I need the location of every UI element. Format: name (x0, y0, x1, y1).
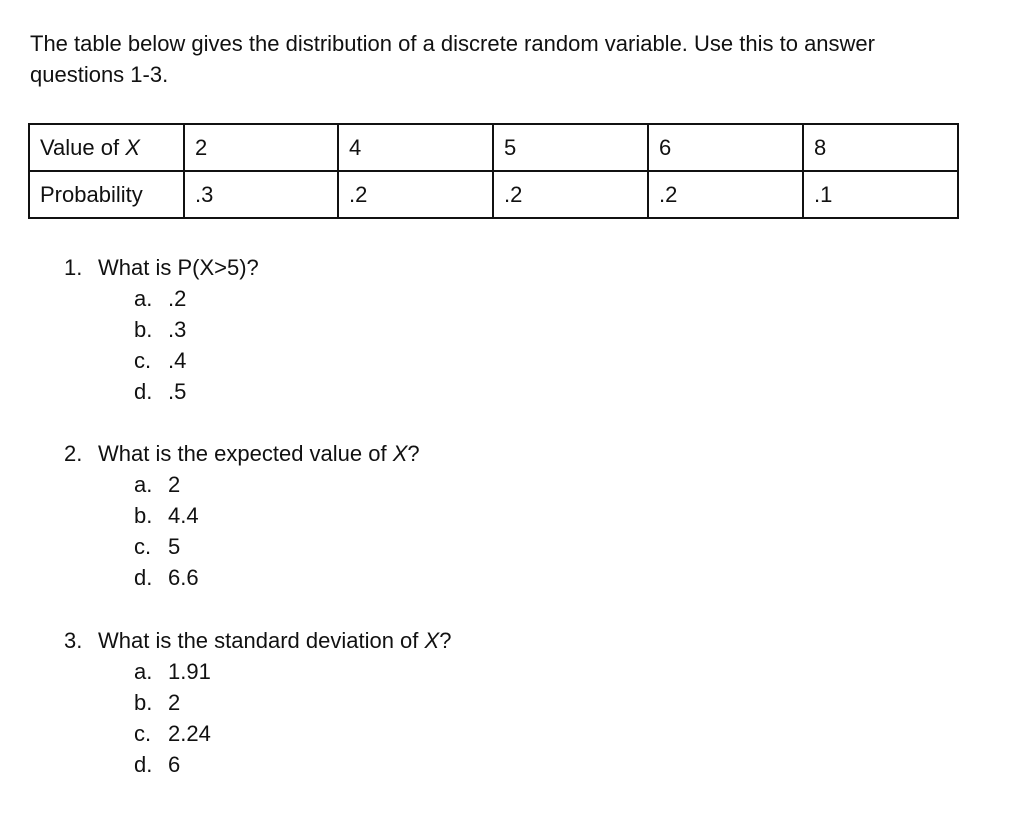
option-text: 2 (168, 472, 181, 497)
question-text: What is the expected value of (98, 441, 393, 466)
option-text: .2 (168, 286, 187, 311)
probability-cell: .2 (493, 171, 648, 218)
answer-option-b (134, 500, 664, 531)
value-row-label: Value of (40, 134, 126, 160)
answer-option-c (134, 531, 664, 562)
answer-option-d (134, 749, 664, 780)
probability-row-header: Probability (29, 171, 184, 218)
option-letter: d. (134, 752, 153, 777)
answer-option-b (134, 314, 664, 345)
option-text: 5 (168, 534, 181, 559)
answer-option-d (134, 562, 664, 593)
question-2 (64, 438, 664, 593)
table-row-values (29, 124, 958, 171)
option-letter: d. (134, 565, 153, 590)
option-letter: a. (134, 472, 153, 497)
intro-line-2: questions 1-3. (30, 62, 169, 87)
intro-line-1: The table below gives the distribution of a discrete random variable. Use this to answer (30, 31, 875, 56)
option-text: 2 (168, 690, 181, 715)
value-cell: 5 (493, 124, 648, 171)
question-1 (64, 252, 664, 407)
probability-cell: .3 (184, 171, 338, 218)
option-text: 1.91 (168, 659, 211, 684)
option-text: .5 (168, 379, 187, 404)
answer-option-a (134, 469, 664, 500)
question-2-stem (64, 438, 664, 469)
question-number: 1. (64, 255, 83, 280)
option-text: 2.24 (168, 721, 211, 746)
option-letter: a. (134, 286, 153, 311)
answer-option-c (134, 345, 664, 376)
option-text: 4.4 (168, 503, 199, 528)
answer-option-b (134, 687, 664, 718)
answer-option-c (134, 718, 664, 749)
value-cell: 8 (803, 124, 958, 171)
option-letter: a. (134, 659, 153, 684)
question-text: What is P(X>5)? (98, 255, 259, 280)
answer-option-a (134, 283, 664, 314)
value-row-header (29, 124, 184, 171)
intro-paragraph (30, 28, 990, 90)
question-1-stem (64, 252, 664, 283)
variable-x: X (424, 628, 440, 653)
answer-options (64, 283, 664, 407)
option-letter: b. (134, 317, 153, 342)
table-row-probabilities (29, 171, 958, 218)
probability-cell: .2 (338, 171, 493, 218)
distribution-table (28, 123, 959, 219)
variable-x: X (125, 134, 140, 160)
question-text-suffix: ? (439, 628, 452, 653)
question-3-stem (64, 625, 664, 656)
value-cell: 2 (184, 124, 338, 171)
option-text: 6.6 (168, 565, 199, 590)
answer-options (64, 469, 664, 593)
question-3 (64, 625, 664, 780)
question-number: 2. (64, 441, 83, 466)
option-letter: c. (134, 721, 152, 746)
question-text: What is the standard deviation of (98, 628, 425, 653)
answer-option-a (134, 656, 664, 687)
answer-options (64, 656, 664, 780)
question-text-suffix: ? (407, 441, 420, 466)
value-cell: 4 (338, 124, 493, 171)
option-text: .4 (168, 348, 187, 373)
option-letter: b. (134, 690, 153, 715)
question-number: 3. (64, 628, 83, 653)
option-text: 6 (168, 752, 181, 777)
option-text: .3 (168, 317, 187, 342)
option-letter: b. (134, 503, 153, 528)
option-letter: c. (134, 534, 152, 559)
variable-x: X (392, 441, 408, 466)
answer-option-d (134, 376, 664, 407)
value-cell: 6 (648, 124, 803, 171)
option-letter: c. (134, 348, 152, 373)
probability-cell: .1 (803, 171, 958, 218)
probability-cell: .2 (648, 171, 803, 218)
option-letter: d. (134, 379, 153, 404)
